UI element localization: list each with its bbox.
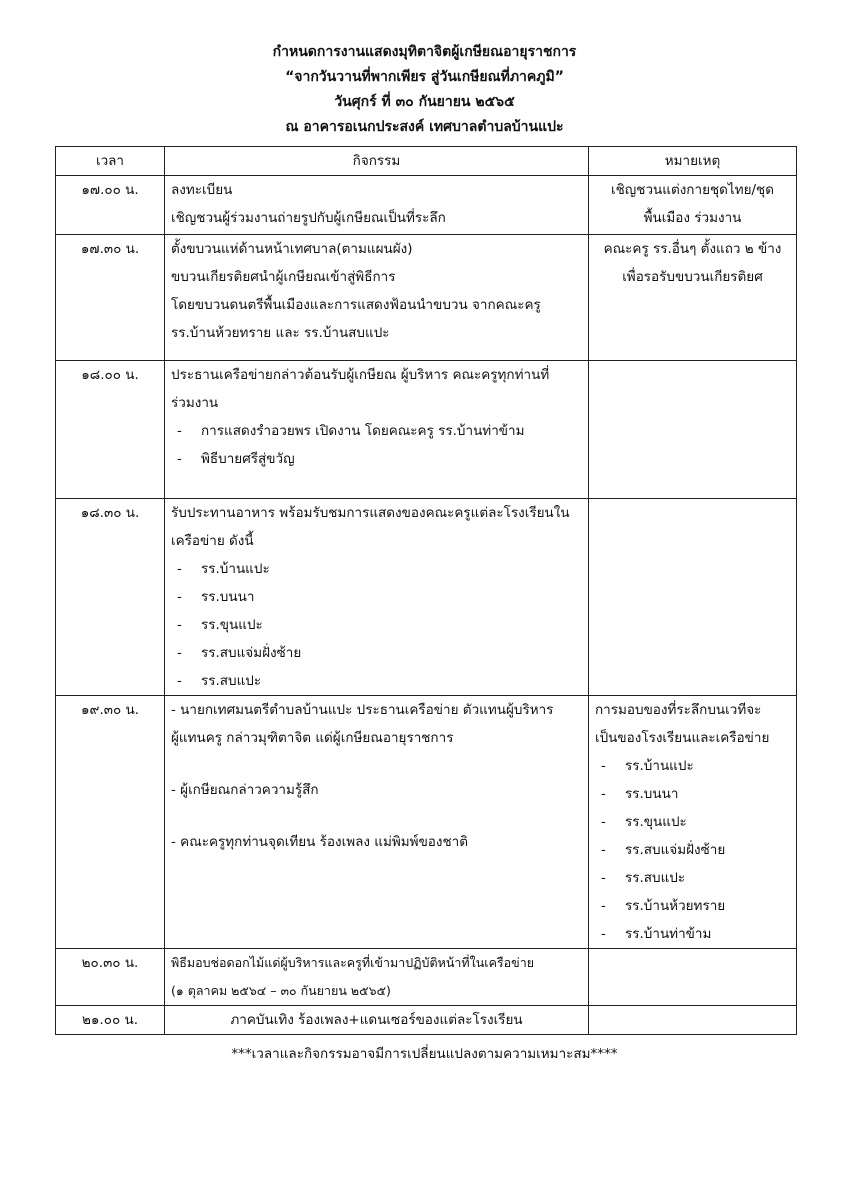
table-header-row xyxy=(56,147,797,176)
activity-line: รร.บ้านห้วยทราย และ รร.บ้านสบแปะ xyxy=(171,325,390,341)
activity-line: รับประทานอาหาร พร้อมรับชมการแสดงของคณะครูแต่ละโรงเรียนใน xyxy=(171,505,570,521)
row-activity xyxy=(165,1006,589,1035)
activity-line: พิธีมอบช่อดอกไม้แด่ผู้บริหารและครูที่เข้ามาปฏิบัติหน้าที่ในเครือข่าย xyxy=(171,955,535,970)
table-row xyxy=(56,235,797,361)
row-time: ๑๗.๓๐ น. xyxy=(56,235,165,361)
note-bullet: - รร.บ้านห้วยทราย xyxy=(595,892,790,920)
note-line: คณะครู รร.อื่นๆ ตั้งแถว ๒ ข้าง xyxy=(603,241,782,257)
row-note xyxy=(589,361,797,499)
activity-line: ผู้แทนครู กล่าวมุฑิตาจิต แด่ผู้เกษียณอายุราชการ xyxy=(171,730,454,746)
table-row xyxy=(56,696,797,949)
row-time: ๑๗.๐๐ น. xyxy=(56,176,165,235)
row-activity xyxy=(165,176,589,235)
row-time: ๑๙.๓๐ น. xyxy=(56,696,165,949)
row-time: ๑๘.๐๐ น. xyxy=(56,361,165,499)
header-theme: “จากวันวานที่พากเพียร สู่วันเกษียณที่ภาคภูมิ” xyxy=(285,69,564,85)
activity-line: - ผู้เกษียณกล่าวความรู้สึก xyxy=(171,782,319,798)
row-activity xyxy=(165,696,589,949)
activity-bullet: - รร.สบแจ่มฝั่งซ้าย xyxy=(171,639,582,667)
activity-bullet: - รร.บ้านแปะ xyxy=(171,555,582,583)
row-note xyxy=(589,949,797,1006)
row-activity xyxy=(165,235,589,361)
row-note xyxy=(589,1006,797,1035)
activity-line: - นายกเทศมนตรีตำบลบ้านแปะ ประธานเครือข่าย ตัวแทนผู้บริหาร xyxy=(171,702,554,718)
spacer xyxy=(171,804,582,828)
note-line: เพื่อรอรับขบวนเกียรติยศ xyxy=(622,269,763,285)
schedule-table xyxy=(55,146,797,1035)
row-note xyxy=(589,499,797,696)
note-line: การมอบของที่ระลึกบนเวทีจะ xyxy=(595,702,762,718)
activity-line: ตั้งขบวนแห่ด้านหน้าเทศบาล(ตามแผนผัง) xyxy=(171,241,413,257)
row-note xyxy=(589,235,797,361)
row-time: ๒๐.๓๐ น. xyxy=(56,949,165,1006)
activity-line: ร่วมงาน xyxy=(171,395,219,411)
row-note xyxy=(589,176,797,235)
activity-line: เครือข่าย ดังนี้ xyxy=(171,533,254,549)
row-time: ๒๑.๐๐ น. xyxy=(56,1006,165,1035)
note-bullet: - รร.สบแจ่มฝั่งซ้าย xyxy=(595,836,790,864)
spacer xyxy=(171,752,582,776)
table-row xyxy=(56,499,797,696)
note-bullet: - รร.สบแปะ xyxy=(595,864,790,892)
table-row xyxy=(56,1006,797,1035)
row-activity xyxy=(165,949,589,1006)
activity-line: ประธานเครือข่ายกล่าวต้อนรับผู้เกษียณ ผู้บริหาร คณะครูทุกท่านที่ xyxy=(171,367,550,383)
table-row xyxy=(56,949,797,1006)
column-header-activity: กิจกรรม xyxy=(165,147,589,176)
header-title: กำหนดการงานแสดงมุทิตาจิตผู้เกษียณอายุราชการ xyxy=(272,44,577,60)
activity-bullet: - รร.ขุนแปะ xyxy=(171,611,582,639)
header-venue: ณ อาคารอเนกประสงค์ เทศบาลตำบลบ้านแปะ xyxy=(285,119,564,135)
note-line: เชิญชวนแต่งกายชุดไทย/ชุด xyxy=(611,182,774,198)
row-activity xyxy=(165,499,589,696)
note-bullet: - รร.บ้านท่าข้าม xyxy=(595,920,790,948)
column-header-note: หมายเหตุ xyxy=(589,147,797,176)
note-bullet: - รร.บ้านแปะ xyxy=(595,752,790,780)
document-header xyxy=(0,40,849,140)
activity-bullet: - การแสดงรำอวยพร เปิดงาน โดยคณะครู รร.บ้านท่าข้าม xyxy=(171,417,582,445)
note-line: เป็นของโรงเรียนและเครือข่าย xyxy=(595,730,770,746)
note-bullet: - รร.บนนา xyxy=(595,780,790,808)
row-note xyxy=(589,696,797,949)
note-line: พื้นเมือง ร่วมงาน xyxy=(643,210,742,226)
activity-line: เชิญชวนผู้ร่วมงานถ่ายรูปกับผู้เกษียณเป็นที่ระลึก xyxy=(171,210,446,226)
activity-line: ภาคบันเทิง ร้องเพลง+แดนเซอร์ของแต่ละโรงเรียน xyxy=(230,1012,523,1028)
table-row xyxy=(56,361,797,499)
row-activity xyxy=(165,361,589,499)
footer-note: ***เวลาและกิจกรรมอาจมีการเปลี่ยนแปลงตามความเหมาะสม**** xyxy=(231,1046,618,1062)
table-row xyxy=(56,176,797,235)
activity-bullet: - พิธีบายศรีสู่ขวัญ xyxy=(171,445,582,473)
activity-line: ลงทะเบียน xyxy=(171,182,233,198)
activity-line: โดยขบวนดนตรีพื้นเมืองและการแสดงฟ้อนนำขบวน จากคณะครู xyxy=(171,297,541,313)
activity-line: ขบวนเกียรติยศนำผู้เกษียณเข้าสู่พิธีการ xyxy=(171,269,396,285)
note-bullet: - รร.ขุนแปะ xyxy=(595,808,790,836)
column-header-time: เวลา xyxy=(56,147,165,176)
row-time: ๑๘.๓๐ น. xyxy=(56,499,165,696)
activity-line: (๑ ตุลาคม ๒๕๖๔ – ๓๐ กันยายน ๒๕๖๕) xyxy=(171,983,391,998)
activity-bullet: - รร.บนนา xyxy=(171,583,582,611)
header-date: วันศุกร์ ที่ ๓๐ กันยายน ๒๕๖๕ xyxy=(334,94,515,110)
activity-bullet: - รร.สบแปะ xyxy=(171,667,582,695)
activity-line: - คณะครูทุกท่านจุดเทียน ร้องเพลง แม่พิมพ์ของชาติ xyxy=(171,834,469,850)
